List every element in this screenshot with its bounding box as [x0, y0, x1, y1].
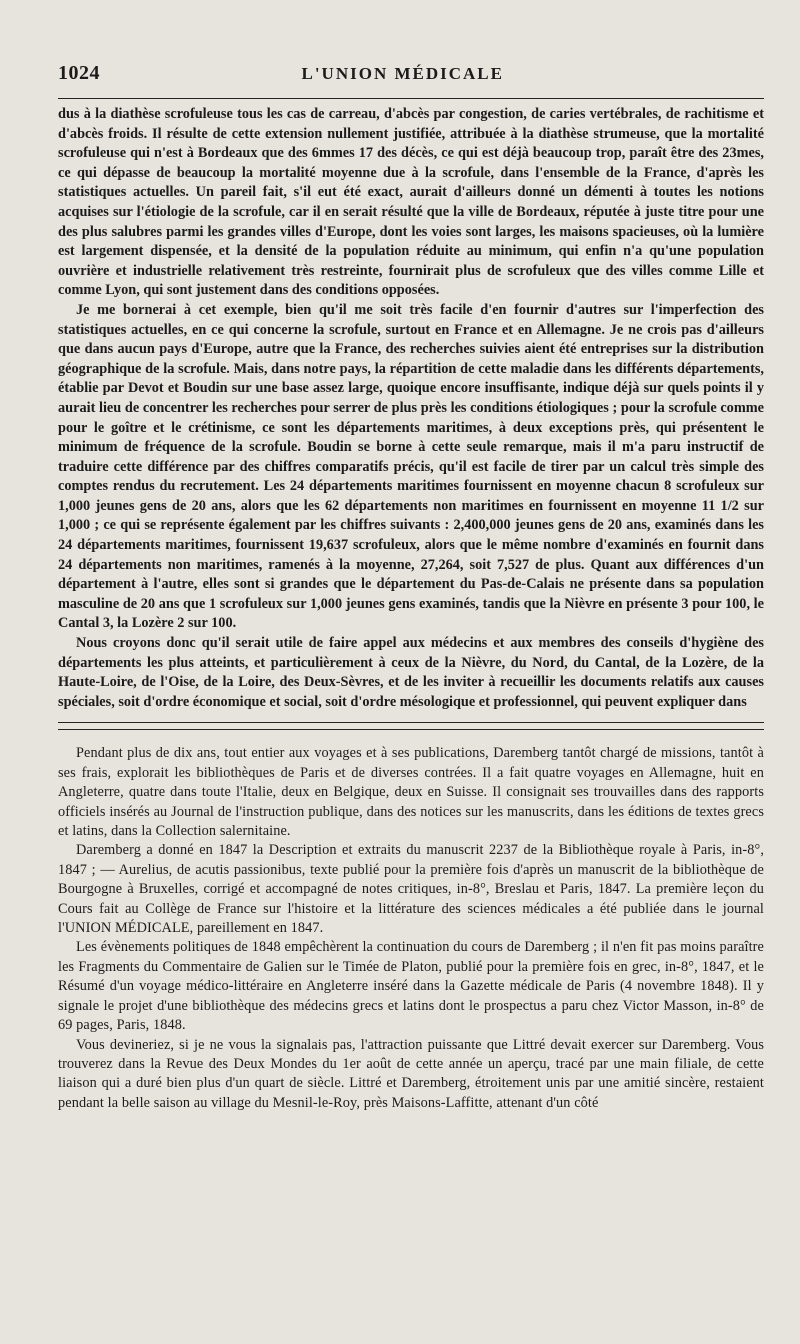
feuilleton-paragraph: Vous devineriez, si je ne vous la signalais pas, l'attraction puissante que Littré devait exercer sur Daremberg. Vous trouverez dans la Revue des Deux Mondes du 1er août de cette année un aperçu, tracé par une main filiale, de cette liaison qui a duré bien plus d'un quart de siècle. Littré et Daremberg, étroitement unis par une amitié sincère, restaient pendant la belle saison au village du Mesnil-le-Roy, près Maisons-Laffitte, attenant d'un côté	[58, 1036, 764, 1111]
feuilleton-separator	[58, 722, 764, 730]
article-paragraph: Je me bornerai à cet exemple, bien qu'il me soit très facile d'en fournir d'autres sur l'imperfection des statistiques actuelles, en ce qui concerne la scrofule, surtout en France et en Allemagne. Je ne crois pas d'ailleurs que dans aucun pays d'Europe, autre que la France, des recherches suivies aient été entreprises sur la distribution géographique de la scrofule. Mais, dans notre pays, la répartition de cette maladie dans les différents départements, établie par Devot et Boudin sur une base assez large, quoique encore insuffisante, indique déjà sur quels points il y aurait lieu de concentrer les recherches pour serrer de plus près les conditions étiologiques ; pour la scrofule comme pour le goître et le crétinisme, ce sont les départements maritimes, à deux exceptions près, qui présentent le minimum de fréquence de la scrofule. Boudin se borne à cette seule remarque, mais il m'a paru instructif de traduire cette différence par des chiffres comparatifs précis, qu'il est facile de tirer par un calcul très simple des comptes rendus du recrutement. Les 24 départements maritimes fournissent en moyenne chacun 8 scrofuleux sur 1,000 jeunes gens de 20 ans, alors que les 62 départements non maritimes en fournissent en moyenne 11 1/2 sur 1,000 ; ce qui se représente également par les chiffres suivants : 2,400,000 jeunes gens de 20 ans, examinés dans les 24 départements maritimes, fournissent 19,637 scrofuleux, alors que le même nombre d'examinés en fournit dans 24 départements non maritimes, ramenés à la moyenne, 27,264, soit 7,527 de plus. Quant aux différences d'un département à l'autre, elles sont si grandes que le département du Pas-de-Calais ne présente dans sa population masculine de 20 ans que 1 scrofuleux sur 1,000 jeunes gens examinés, tandis que la Nièvre en présente 3 pour 100, le Cantal 3, la Lozère 2 sur 100.	[58, 301, 764, 632]
running-head	[58, 62, 764, 92]
feuilleton-paragraph: Daremberg a donné en 1847 la Description et extraits du manuscrit 2237 de la Bibliothèque royale à Paris, in-8°, 1847 ; — Aurelius, de acutis passionibus, texte publié pour la première fois d'après un manuscrit de la bibliothèque de Bourgogne à Bruxelles, corrigé et accompagné de notes critiques, in-8°, Breslau et Paris, 1847. La première leçon du Cours fait au Collège de France sur l'histoire et la littérature des sciences médicales a été publiée dans le journal l'UNION MÉDICALE, pareillement en 1847.	[58, 842, 764, 937]
article-paragraph: dus à la diathèse scrofuleuse tous les cas de carreau, d'abcès par congestion, de caries vertébrales, de rachitisme et d'abcès froids. Il résulte de cette extension nullement justifiée, attribuée à la diathèse strumeuse, que la mortalité scrofuleuse qui n'est à Bordeaux que des 6mmes 17 des décès, ce qui est déjà beaucoup trop, paraît être des 23mes, ce qui dépasse de beaucoup la mortalité moyenne due à la scrofule, dans l'ensemble de la France, d'après les statistiques actuelles. Un pareil fait, s'il eut été exact, aurait d'ailleurs donné un démenti à toutes les notions acquises sur l'étiologie de la scrofule, car il en serait résulté que la ville de Bordeaux, réputée à juste titre pour une des plus salubres parmi les grandes villes d'Europe, dont les voies sont larges, les maisons spacieuses, où la lumière est largement dispensée, et la densité de la population réduite au minimum, qui enfin n'a qu'une population ouvrière et industrielle relativement très restreinte, fournirait plus de scrofuleux que des villes comme Lille et comme Lyon, qui sont justement dans des conditions opposées.	[58, 106, 764, 299]
header-rule	[58, 98, 764, 99]
journal-title: L'UNION MÉDICALE	[301, 64, 504, 83]
article-paragraph: Nous croyons donc qu'il serait utile de faire appel aux médecins et aux membres des conseils d'hygiène des départements les plus atteints, et particulièrement à ceux de la Nièvre, du Nord, du Cantal, de la Lozère, de la Haute-Loire, de l'Oise, de la Loire, des Deux-Sèvres, et de les inviter à recueillir les documents relatifs aux causes spéciales, soit d'ordre économique et social, soit d'ordre mésologique et professionnel, qui peuvent expliquer dans	[58, 635, 764, 710]
main-article	[58, 105, 764, 712]
feuilleton-paragraph: Les évènements politiques de 1848 empêchèrent la continuation du cours de Daremberg ; il n'en fit pas moins paraître les Fragments du Commentaire de Galien sur le Timée de Platon, publié pour la première fois en grec, in-8°, 1847, et le Résumé d'un voyage médico-littéraire en Angleterre inséré dans la Gazette médicale de Paris (4 novembre 1848). Il y signale le projet d'une bibliothèque des médecins grecs et latins dont le prospectus a paru chez Victor Masson, in-8° de 69 pages, Paris, 1848.	[58, 939, 764, 1034]
page-number: 1024	[58, 62, 100, 84]
feuilleton	[58, 744, 764, 1113]
feuilleton-paragraph: Pendant plus de dix ans, tout entier aux voyages et à ses publications, Daremberg tantôt chargé de missions, tantôt à ses frais, explorait les bibliothèques de Paris et de diverses contrées. Il a fait quatre voyages en Allemagne, huit en Angleterre, quatre dans toute l'Italie, deux en Belgique, deux en Suisse. Il consignait ses trouvailles dans des rapports officiels insérés au Journal de l'instruction publique, dans des notices sur les manuscrits, dans les éditions de textes grecs et latins, dans la Collection salernitaine.	[58, 745, 764, 840]
